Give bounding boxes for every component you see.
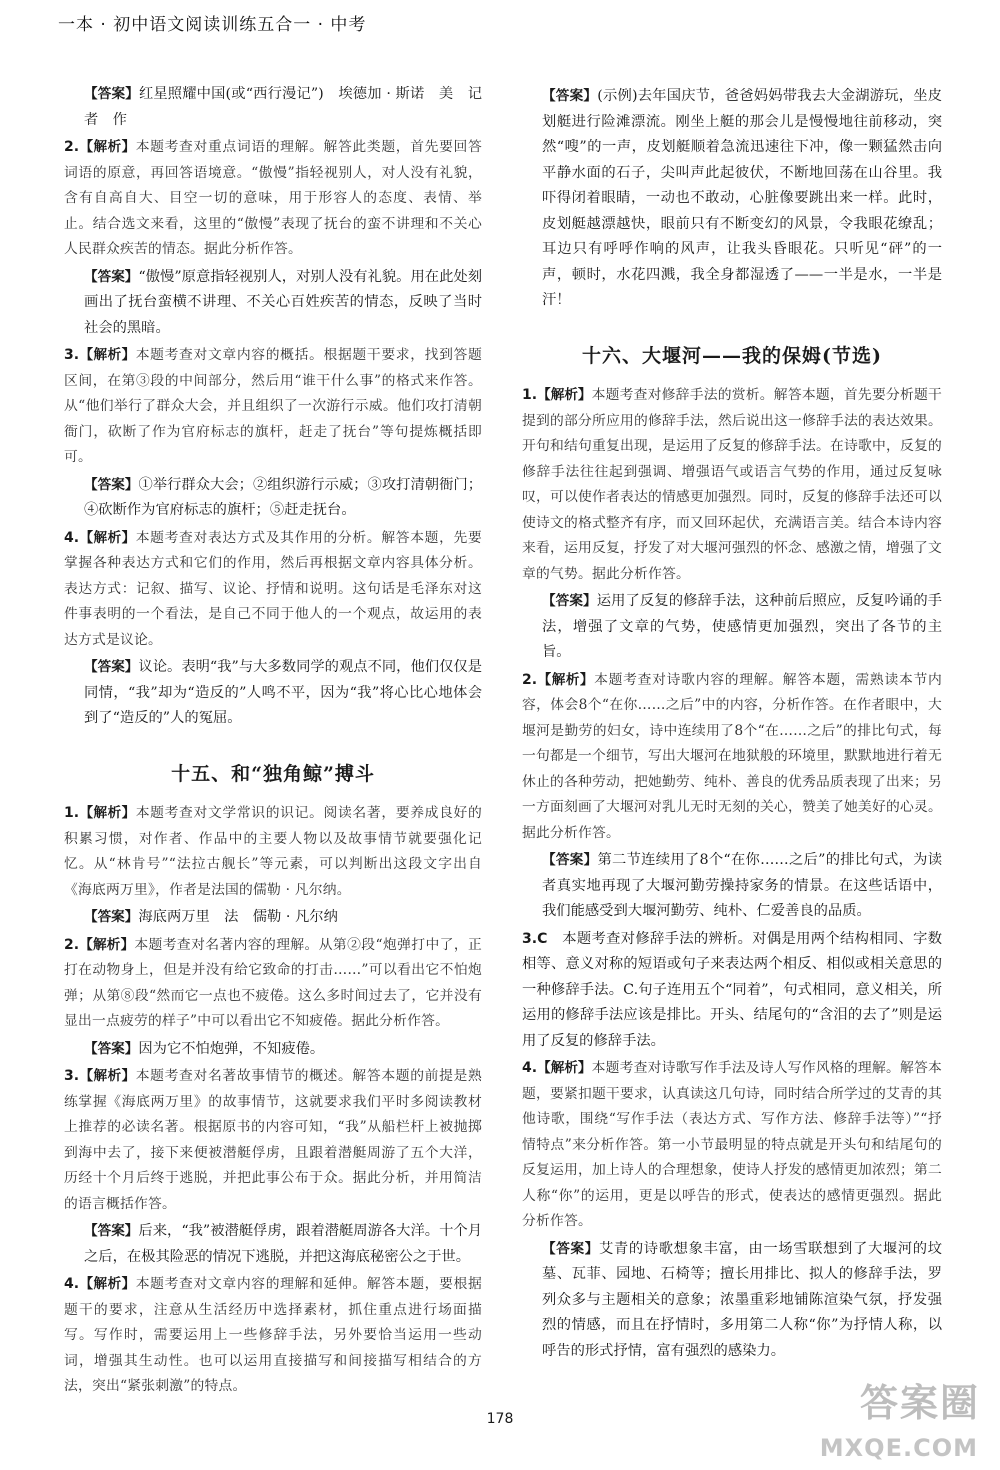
left-column (64, 82, 482, 1402)
watermark-url: MXQE.COM (819, 1434, 978, 1462)
answer-block: 【答案】①举行群众大会；②组织游行示威；③攻打清朝衙门；④砍断作为官府标志的旗杆；⑤赶走抚台。 (84, 476, 483, 518)
answer-label: 【答案】 (84, 86, 139, 102)
watermark-logo: 答案圈 (859, 1381, 980, 1425)
s15-question-4: 4.【解析】本题考查对文章内容的理解和延伸。解答本题，要根据题干的要求，注意从生活经历中选择素材，抓住重点进行场面描写。写作时，需要运用上一些修辞手法，另外要恰当运用一些动词，增强其生动性。也可以运用直接描写和间接描写相结合的方法，突出“紧张刺激”的特点。 (64, 1276, 482, 1394)
question-4: 4.【解析】本题考查对表达方式及其作用的分析。解答本题，先要掌握各种表达方式和它们的作用，然后再根据文章内容具体分析。表达方式：记叙、描写、议论、抒情和说明。这句话是毛泽东对这件事表明的一个看法，是自己不同于他人的一个观点，故运用的表达方式是议论。 (64, 529, 482, 648)
section-title-16: 十六、大堰河——我的保姆(节选) (582, 344, 882, 367)
section-title-15: 十五、和“独角鲸”搏斗 (171, 762, 375, 785)
question-2: 2.【解析】本题考查对重点词语的理解。解答此类题，首先要回答词语的原意，再回答语境意。“傲慢”指轻视别人，对人没有礼貌，含有自高自大、目空一切的意味，用于形容人的态度、表情、举止。结合选文来看，这里的“傲慢”表现了抚台的蛮不讲理和不关心人民群众疾苦的情态。据此分析作答。 (64, 139, 482, 257)
answer-block: 【答案】后来，“我”被潜艇俘虏，跟着潜艇周游各大洋。十个月之后，在极其险恶的情况下逃脱，并把这海底秘密公之于世。 (84, 1223, 482, 1265)
watermark (790, 1372, 990, 1464)
answer-block: 【答案】因为它不怕炮弹，不知疲倦。 (84, 1040, 325, 1057)
s15-question-3: 3.【解析】本题考查对名著故事情节的概述。解答本题的前提是熟练掌握《海底两万里》的故事情节，这就要求我们平时多阅读教材上推荐的必读名著。根据原书的内容可知，“我”从船栏杆上被抛掷到海中去了，接下来便被潜艇俘虏，且跟着潜艇周游了五个大洋，历经十个月后终于逃脱，并把此事公布于众。据此分析，并用简洁的语言概括作答。 (64, 1068, 482, 1212)
answer-block: 【答案】运用了反复的修辞手法，这种前后照应，反复吟诵的手法，增强了文章的气势，使感情更加强烈，突出了各节的主旨。 (542, 593, 943, 660)
s16-question-3: 3.C 本题考查对修辞手法的辨析。对偶是用两个结构相同、字数相等、意义对称的短语或句子来表达两个相反、相似或相关意思的一种修辞手法。C.句子连用五个“同着”，句式相同，意义相关，所运用的修辞手法应该是排比。开头、结尾句的“含泪的去了”则是运用了反复的修辞手法。 (522, 930, 942, 1049)
answer-block: 【答案】第二节连续用了8个“在你……之后”的排比句式，为读者真实地再现了大堰河勤劳操持家务的情景。在这些话语中，我们能感受到大堰河勤劳、纯朴、仁爱善良的品质。 (542, 852, 942, 919)
s16-question-2: 2.【解析】本题考查对诗歌内容的理解。解答本题，需熟读本节内容，体会8个“在你……之后”中的内容，分析作答。在作者眼中，大堰河是勤劳的妇女，诗中连续用了8个“在……之后”的排比句式，每一句都是一个细节，写出大堰河在地狱般的环境里，默默地进行着无休止的各种劳动，把她勤劳、纯朴、善良的优秀品质表现了出来；另一方面刻画了大堰河对乳儿无时无刻的关心，赞美了她美好的心灵。据此分析作答。 (522, 671, 942, 841)
right-column (522, 84, 942, 1366)
answer-block: 【答案】红星照耀中国(或“西行漫记”) 埃德加 · 斯诺 美 记者 作 (84, 86, 483, 128)
s16-question-4: 4.【解析】本题考查对诗歌写作手法及诗人写作风格的理解。解答本题，要紧扣题干要求，认真读这几句诗，同时结合所学过的艾青的其他诗歌，围绕“写作手法（表达方式、写作方法、修辞手法等）”“抒情特点”来分析作答。第一小节最明显的特点就是开头句和结尾句的反复运用，加上诗人的合理想象，使诗人抒发的感情更加浓烈；第二人称“你”的运用，更是以呼告的形式，使表达的感情更强烈。据此分析作答。 (522, 1060, 943, 1229)
answer-block: 【答案】议论。表明“我”与大多数同学的观点不同，他们仅仅是同情，“我”却为“造反的”人鸣不平，因为“我”将心比心地体会到了“造反的”人的冤屈。 (84, 659, 482, 726)
running-header: 一本 · 初中语文阅读训练五合一 · 中考 (58, 15, 367, 35)
answer-block: 【答案】(示例)去年国庆节，爸爸妈妈带我去大金湖游玩，坐皮划艇进行险滩漂流。刚坐上艇的那会儿是慢慢地往前移动，突然“嗖”的一声，皮划艇顺着急流迅速往下冲，像一颗猛然击向平静水面的石子，尖叫声此起彼伏，不断地回荡在山谷里。我吓得闭着眼睛，一动也不敢动，心脏像要跳出来一样。此时，皮划艇越漂越快，眼前只有不断变幻的风景，令我眼花缭乱；耳边只有呼呼作响的风声，让我头昏眼花。只听见“砰”的一声，顿时，水花四溅，我全身都湿透了——一半是水，一半是汗！ (542, 88, 943, 308)
s16-question-1: 1.【解析】本题考查对修辞手法的赏析。解答本题，首先要分析题干提到的部分所应用的修辞手法，然后说出这一修辞手法的表达效果。开句和结句重复出现，是运用了反复的修辞手法。在诗歌中，反复的修辞手法往往起到强调、增强语气或语言气势的作用，通过反复咏叹，可以使作者表达的情感更加强烈。同时，反复的修辞手法还可以使诗文的格式整齐有序，而又回环起伏，充满语言美。结合本诗内容来看，运用反复，抒发了对大堰河强烈的怀念、感激之情，增强了文章的气势。据此分析作答。 (522, 387, 943, 582)
s15-question-2: 2.【解析】本题考查对名著内容的理解。从第②段“炮弹打中了，正打在动物身上，但是并没有给它致命的打击……”可以看出它不怕炮弹；从第⑧段“然而它一点也不疲倦。这么多时间过去了，它并没有显出一点疲劳的样子”中可以看出它不知疲倦。据此分析作答。 (64, 936, 483, 1029)
question-3: 3.【解析】本题考查对文章内容的概括。根据题干要求，找到答题区间，在第③段的中间部分，然后用“谁干什么事”的格式来作答。从“他们举行了群众大会，并且组织了一次游行示威。他们攻打清朝衙门，砍断了作为官府标志的旗杆，赶走了抚台”等句提炼概括即可。 (64, 347, 482, 465)
s15-question-1: 1.【解析】本题考查对文学常识的识记。阅读名著，要养成良好的积累习惯，对作者、作品中的主要人物以及故事情节就要强化记忆。从“林肯号”“法拉古舰长”等元素，可以判断出这段文字出自《海底两万里》，作者是法国的儒勒 · 凡尔纳。 (64, 805, 482, 898)
answer-block: 【答案】“傲慢”原意指轻视别人，对别人没有礼貌。用在此处刻画出了抚台蛮横不讲理、不关心百姓疾苦的情态，反映了当时社会的黑暗。 (84, 268, 482, 336)
answer-block: 【答案】艾青的诗歌想象丰富，由一场雪联想到了大堰河的坟墓、瓦菲、园地、石椅等；擅长用排比、拟人的修辞手法，罗列众多与主题相关的意象；浓墨重彩地铺陈渲染气氛，抒发强烈的情感，而且在抒情时，多用第二人称“你”为抒情人称，以呼告的形式抒情，富有强烈的感染力。 (542, 1240, 943, 1359)
answer-block: 【答案】海底两万里 法 儒勒 · 凡尔纳 (84, 909, 338, 925)
page-number: 178 (486, 1411, 514, 1427)
